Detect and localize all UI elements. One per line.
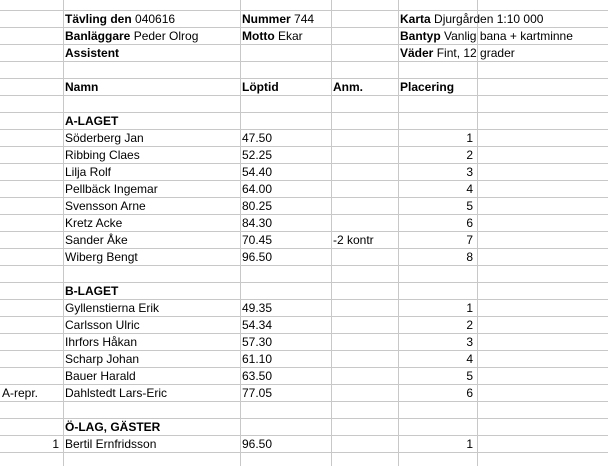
runner-name-cell[interactable]: Wiberg Bengt bbox=[65, 250, 138, 264]
run-time-cell[interactable]: 77.05 bbox=[242, 386, 273, 400]
number-cell-value: 744 bbox=[294, 12, 315, 26]
run-time-cell[interactable]: 47.50 bbox=[242, 131, 273, 145]
map-cell-value: Djurgården 1:10 000 bbox=[434, 12, 544, 26]
row-prefix-cell[interactable]: A-repr. bbox=[2, 386, 39, 400]
section-title[interactable]: A-LAGET bbox=[65, 114, 119, 128]
course-type-cell[interactable] bbox=[400, 28, 573, 45]
number-cell[interactable] bbox=[242, 11, 329, 28]
runner-name-cell[interactable]: Sander Åke bbox=[65, 233, 128, 247]
competition-date-cell[interactable] bbox=[65, 11, 238, 28]
placement-cell[interactable]: 3 bbox=[466, 335, 473, 349]
placement-cell[interactable]: 2 bbox=[466, 148, 473, 162]
run-time-cell[interactable]: 84.30 bbox=[242, 216, 273, 230]
motto-cell-label: Motto bbox=[242, 29, 275, 43]
runner-name-cell[interactable]: Ihrfors Håkan bbox=[65, 335, 138, 349]
runner-name-cell[interactable]: Scharp Johan bbox=[65, 352, 140, 366]
course-setter-cell-label: Banläggare bbox=[65, 29, 131, 43]
motto-cell[interactable] bbox=[242, 28, 329, 45]
column-gridline bbox=[398, 0, 399, 466]
run-time-cell[interactable]: 52.25 bbox=[242, 148, 273, 162]
assistant-cell[interactable] bbox=[65, 45, 238, 62]
weather-cell-value: Fint, 12 grader bbox=[436, 46, 515, 60]
placement-cell[interactable]: 6 bbox=[466, 216, 473, 230]
runner-name-cell[interactable]: Svensson Arne bbox=[65, 199, 146, 213]
runner-name-cell[interactable]: Bauer Harald bbox=[65, 369, 136, 383]
column-header-place[interactable]: Placering bbox=[400, 80, 455, 94]
placement-cell[interactable]: 8 bbox=[466, 250, 473, 264]
runner-name-cell[interactable]: Bertil Ernfridsson bbox=[65, 437, 157, 451]
course-type-cell-label: Bantyp bbox=[400, 29, 441, 43]
column-header-note[interactable]: Anm. bbox=[333, 80, 363, 94]
run-time-cell[interactable]: 64.00 bbox=[242, 182, 273, 196]
runner-name-cell[interactable]: Carlsson Ulric bbox=[65, 318, 140, 332]
placement-cell[interactable]: 7 bbox=[466, 233, 473, 247]
course-type-cell-value: Vanlig bana + kartminne bbox=[444, 29, 573, 43]
run-time-cell[interactable]: 80.25 bbox=[242, 199, 273, 213]
column-gridline bbox=[331, 0, 332, 466]
runner-name-cell[interactable]: Gyllenstierna Erik bbox=[65, 301, 160, 315]
runner-name-cell[interactable]: Kretz Acke bbox=[65, 216, 123, 230]
runner-name-cell[interactable]: Söderberg Jan bbox=[65, 131, 144, 145]
placement-cell[interactable]: 1 bbox=[466, 131, 473, 145]
placement-cell[interactable]: 2 bbox=[466, 318, 473, 332]
column-header-name[interactable]: Namn bbox=[65, 80, 99, 94]
placement-cell[interactable]: 6 bbox=[466, 386, 473, 400]
column-gridline bbox=[63, 0, 64, 466]
placement-cell[interactable]: 5 bbox=[466, 369, 473, 383]
section-title[interactable]: B-LAGET bbox=[65, 284, 119, 298]
motto-cell-value: Ekar bbox=[278, 29, 303, 43]
run-time-cell[interactable]: 57.30 bbox=[242, 335, 273, 349]
run-time-cell[interactable]: 96.50 bbox=[242, 437, 273, 451]
runner-name-cell[interactable]: Lilja Rolf bbox=[65, 165, 112, 179]
column-header-time[interactable]: Löptid bbox=[242, 80, 279, 94]
row-prefix-cell[interactable]: 1 bbox=[52, 437, 59, 451]
competition-date-cell-value: 040616 bbox=[135, 12, 176, 26]
placement-cell[interactable]: 3 bbox=[466, 165, 473, 179]
placement-cell[interactable]: 4 bbox=[466, 352, 473, 366]
column-gridline bbox=[240, 0, 241, 466]
runner-name-cell[interactable]: Ribbing Claes bbox=[65, 148, 140, 162]
placement-cell[interactable]: 5 bbox=[466, 199, 473, 213]
map-cell-label: Karta bbox=[400, 12, 431, 26]
section-title[interactable]: Ö-LAG, GÄSTER bbox=[65, 420, 161, 434]
run-time-cell[interactable]: 61.10 bbox=[242, 352, 273, 366]
run-time-cell[interactable]: 49.35 bbox=[242, 301, 273, 315]
weather-cell[interactable] bbox=[400, 45, 515, 62]
course-setter-cell-value: Peder Olrog bbox=[133, 29, 199, 43]
column-gridline bbox=[477, 0, 478, 466]
run-time-cell[interactable]: 54.34 bbox=[242, 318, 273, 332]
placement-cell[interactable]: 1 bbox=[466, 437, 473, 451]
run-time-cell[interactable]: 96.50 bbox=[242, 250, 273, 264]
competition-date-cell-label: Tävling den bbox=[65, 12, 132, 26]
runner-name-cell[interactable]: Pellbäck Ingemar bbox=[65, 182, 158, 196]
placement-cell[interactable]: 4 bbox=[466, 182, 473, 196]
weather-cell-label: Väder bbox=[400, 46, 434, 60]
run-time-cell[interactable]: 70.45 bbox=[242, 233, 273, 247]
run-time-cell[interactable]: 54.40 bbox=[242, 165, 273, 179]
runner-name-cell[interactable]: Dahlstedt Lars-Eric bbox=[65, 386, 168, 400]
map-cell[interactable] bbox=[400, 11, 544, 28]
number-cell-label: Nummer bbox=[242, 12, 291, 26]
assistant-cell-label: Assistent bbox=[65, 46, 120, 60]
run-time-cell[interactable]: 63.50 bbox=[242, 369, 273, 383]
placement-cell[interactable]: 1 bbox=[466, 301, 473, 315]
note-cell[interactable]: -2 kontr bbox=[333, 233, 374, 247]
course-setter-cell[interactable] bbox=[65, 28, 238, 45]
